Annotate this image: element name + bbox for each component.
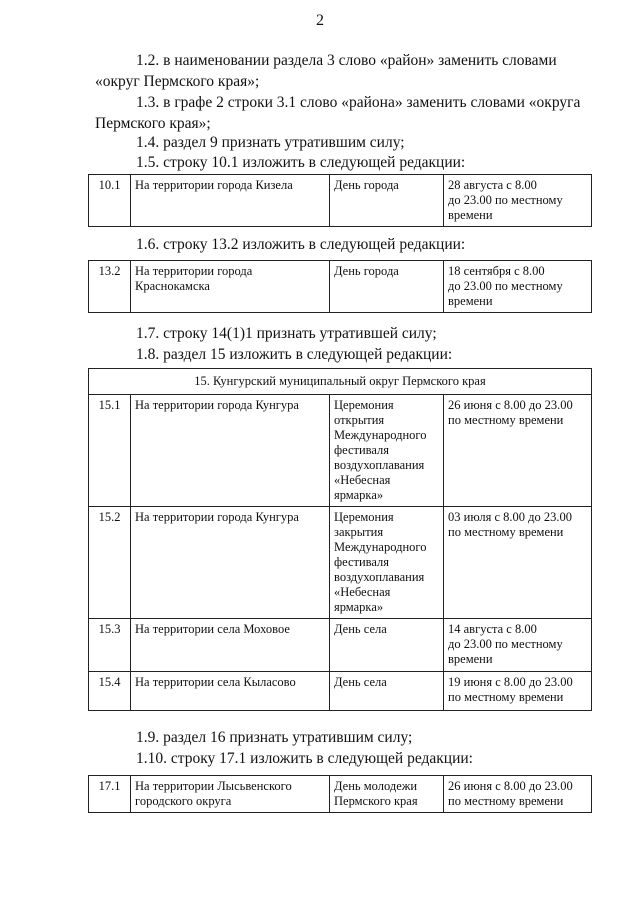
paragraph-1-3-line-2: Пермского края»;: [95, 115, 211, 132]
time-line: 14 августа с 8.00: [448, 622, 537, 636]
paragraph-1-2-line-1: 1.2. в наименовании раздела 3 слово «район» заменить словами: [136, 52, 557, 69]
time-cell: [444, 175, 592, 227]
time-line: до 23.00 по местному: [448, 193, 563, 207]
time-cell: [444, 672, 592, 711]
paragraph-1-2-line-2: «округ Пермского края»;: [95, 73, 260, 90]
time-line: 03 июля с 8.00 до 23.00: [448, 510, 572, 524]
time-line: времени: [448, 652, 493, 666]
time-line: 28 августа с 8.00: [448, 178, 537, 192]
time-line: до 23.00 по местному: [448, 279, 563, 293]
table-row-17-1: [88, 775, 592, 813]
event-line: Церемония: [334, 398, 394, 412]
paragraph-1-4: 1.4. раздел 9 признать утратившим силу;: [136, 134, 405, 151]
event-line: День села: [334, 675, 387, 689]
table-row: [89, 507, 592, 619]
time-line: 26 июня с 8.00 до 23.00: [448, 398, 573, 412]
row-number: 15.2: [89, 507, 131, 619]
table-row: [89, 619, 592, 672]
time-cell: [444, 619, 592, 672]
paragraph-1-9: 1.9. раздел 16 признать утратившим силу;: [136, 729, 413, 746]
paragraph-1-8: 1.8. раздел 15 изложить в следующей редакции:: [136, 346, 453, 363]
place-cell: На территории города Кунгура: [131, 395, 330, 507]
row-number: 15.1: [89, 395, 131, 507]
paragraph-1-10: 1.10. строку 17.1 изложить в следующей редакции:: [136, 750, 473, 767]
place-cell: [131, 261, 330, 313]
event-line: воздухоплавания: [334, 458, 425, 472]
time-line: 19 июня с 8.00 до 23.00: [448, 675, 573, 689]
event-line: День молодежи: [334, 779, 418, 793]
place-cell: На территории села Моховое: [131, 619, 330, 672]
event-cell: [330, 672, 444, 711]
time-cell: [444, 776, 592, 813]
event-line: ярмарка»: [334, 488, 384, 502]
event-line: закрытия: [334, 525, 384, 539]
time-line: по местному времени: [448, 690, 564, 704]
time-line: по местному времени: [448, 525, 564, 539]
table-row: [89, 776, 592, 813]
row-number: 13.2: [89, 261, 131, 313]
table-row: [89, 175, 592, 227]
event-cell: [330, 776, 444, 813]
place-cell: На территории села Кыласово: [131, 672, 330, 711]
table-section-15: [88, 368, 592, 711]
time-line: по местному времени: [448, 794, 564, 808]
event-line: День села: [334, 622, 387, 636]
time-line: времени: [448, 294, 493, 308]
table-header-row: [89, 369, 592, 395]
event-line: открытия: [334, 413, 385, 427]
table-row: [89, 672, 592, 711]
row-number: 15.3: [89, 619, 131, 672]
event-cell: День города: [330, 261, 444, 313]
table-row-13-2: [88, 260, 592, 313]
event-line: Церемония: [334, 510, 394, 524]
event-line: фестиваля: [334, 443, 390, 457]
time-line: 18 сентября с 8.00: [448, 264, 545, 278]
place-line: Краснокамска: [135, 279, 210, 293]
section-header: 15. Кунгурский муниципальный округ Пермского края: [89, 369, 592, 395]
time-cell: [444, 507, 592, 619]
row-number: 15.4: [89, 672, 131, 711]
event-line: Международного: [334, 540, 427, 554]
place-line: городского округа: [135, 794, 232, 808]
row-number: 10.1: [89, 175, 131, 227]
paragraph-1-3-line-1: 1.3. в графе 2 строки 3.1 слово «района» заменить словами «округа: [136, 94, 581, 111]
place-cell: На территории города Кизела: [131, 175, 330, 227]
table-row: [89, 261, 592, 313]
time-line: по местному времени: [448, 413, 564, 427]
place-line: На территории города: [135, 264, 253, 278]
paragraph-1-6: 1.6. строку 13.2 изложить в следующей редакции:: [136, 236, 466, 253]
event-line: фестиваля: [334, 555, 390, 569]
time-line: 26 июня с 8.00 до 23.00: [448, 779, 573, 793]
paragraph-1-5: 1.5. строку 10.1 изложить в следующей редакции:: [136, 154, 466, 171]
paragraph-1-7: 1.7. строку 14(1)1 признать утратившей силу;: [136, 325, 437, 342]
event-cell: День города: [330, 175, 444, 227]
table-row-10-1: [88, 174, 592, 227]
place-cell: [131, 776, 330, 813]
event-line: ярмарка»: [334, 600, 384, 614]
place-cell: На территории города Кунгура: [131, 507, 330, 619]
time-line: времени: [448, 208, 493, 222]
event-line: «Небесная: [334, 585, 391, 599]
time-line: до 23.00 по местному: [448, 637, 563, 651]
place-line: На территории Лысьвенского: [135, 779, 292, 793]
table-row: [89, 395, 592, 507]
event-line: Международного: [334, 428, 427, 442]
event-line: воздухоплавания: [334, 570, 425, 584]
event-cell: [330, 395, 444, 507]
row-number: 17.1: [89, 776, 131, 813]
time-cell: [444, 395, 592, 507]
event-cell: [330, 507, 444, 619]
event-line: Пермского края: [334, 794, 418, 808]
page-number: 2: [316, 12, 324, 29]
time-cell: [444, 261, 592, 313]
event-line: «Небесная: [334, 473, 391, 487]
event-cell: [330, 619, 444, 672]
